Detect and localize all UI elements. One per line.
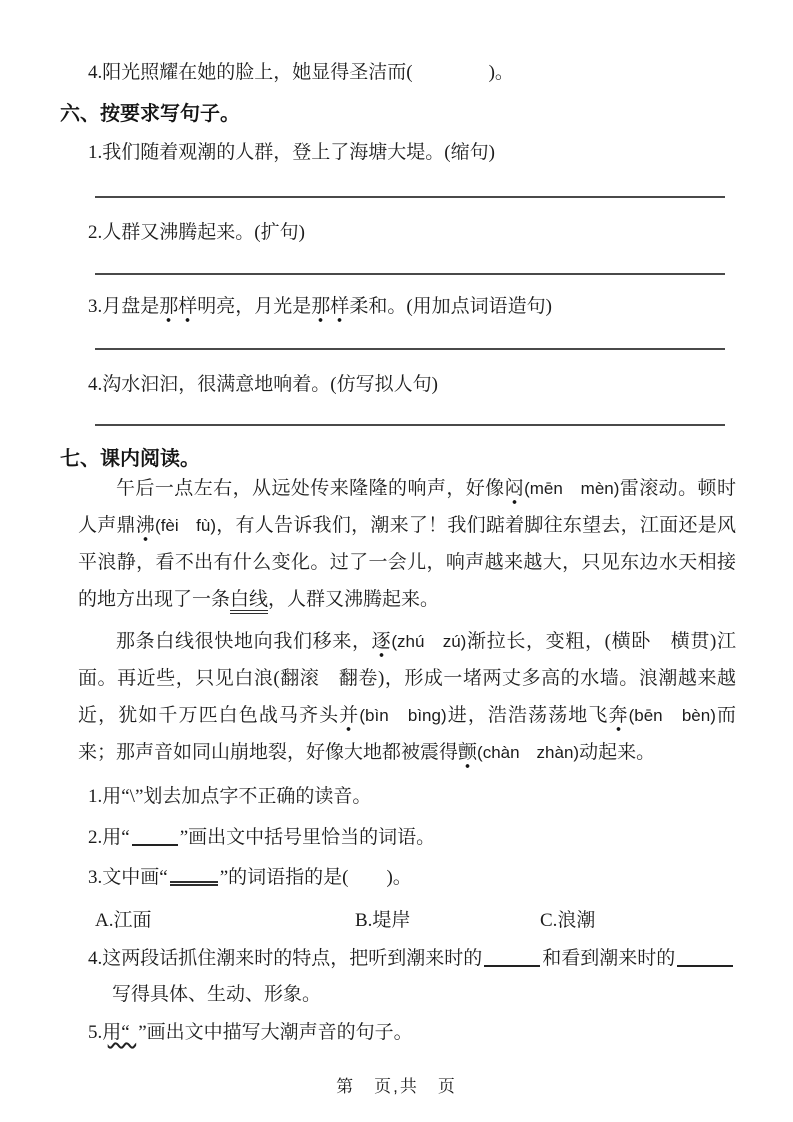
text-segment: ”画出文中括号里恰当的词语。	[179, 827, 436, 848]
reading-question-3	[88, 863, 740, 893]
text-segment: 4.沟水汩汩，很满意地响着。(仿写拟人句)	[88, 374, 438, 395]
text-segment: 1.我们随着观潮的人群，登上了海塘大堤。(缩句)	[88, 142, 495, 163]
text-segment: 渐拉长，变粗，(横卧 横贯)江面。再近些，只见白浪(翻滚 翻卷)，形成一堵两丈多高的水墙。浪潮越来越近，犹如千万匹白色战马齐头	[78, 631, 736, 726]
pinyin-annotation: (fèi fù)	[155, 516, 217, 535]
section-seven-title: 七、课内阅读。	[60, 448, 200, 470]
text-segment: 而来；那声音如同山崩地裂，好像大地都被震得	[78, 705, 736, 763]
dotted-char: 逐	[372, 631, 392, 658]
section-six-item-4	[88, 370, 438, 400]
text-segment: 5.用“	[88, 1022, 130, 1043]
fill-in-blank	[677, 953, 733, 967]
text-segment: 雷滚动。顿时人声鼎	[78, 478, 736, 536]
text-segment: 柔和。(用加点词语造句)	[349, 296, 552, 317]
text-segment: 动起来。	[579, 742, 656, 763]
option-a: A.江面	[95, 910, 152, 931]
text-segment: 那条白线很快地向我们移来，	[116, 631, 372, 652]
text-segment: 午后一点左右，从远处传来隆隆的响声，好像	[116, 478, 505, 499]
text-segment: ，有人告诉我们，潮来了！我们踮着脚往东望去，江面还是风平浪静，看不出有什么变化。过了一会儿，响声越来越大，只见东边水天相接的地方出现了一条	[78, 515, 736, 610]
passage-paragraph-2	[78, 623, 736, 771]
pinyin-annotation: (mēn mèn)	[524, 479, 620, 498]
text-segment: ，人群又沸腾起来。	[268, 589, 440, 610]
dotted-char: 奔	[609, 705, 629, 732]
text-segment: 和看到潮来时的	[542, 948, 676, 969]
pinyin-annotation: (zhú zú)	[391, 632, 467, 651]
reading-question-4	[88, 941, 740, 1013]
page-footer: 第 页,共 页	[336, 1077, 457, 1096]
text-segment: 4.这两段话抓住潮来时的特点，把听到潮来时的	[88, 948, 483, 969]
section-five-item-4: 4.阳光照耀在她的脸上，她显得圣洁而( )。	[88, 62, 514, 83]
text-segment: 进，浩浩荡荡地飞	[446, 705, 609, 726]
pinyin-annotation: (bìn bìng)	[359, 706, 447, 725]
answer-line	[95, 348, 725, 350]
passage-paragraph-1	[78, 470, 736, 618]
section-six-title: 六、按要求写句子。	[60, 103, 240, 125]
reading-question-2	[88, 823, 740, 853]
blank-underline-symbol	[132, 832, 178, 846]
question-3-options	[95, 905, 595, 932]
wavy-line-symbol	[132, 1021, 137, 1051]
answer-line	[95, 273, 725, 275]
text-segment: 3.文中画“	[88, 867, 168, 888]
text-segment: 3.月盘是	[88, 296, 160, 317]
option-c: C.浪潮	[540, 910, 596, 931]
dotted-word: 那样	[159, 296, 197, 323]
text-segment: 2.人群又沸腾起来。(扩句)	[88, 222, 305, 243]
text-segment: ”画出文中描写大潮声音的句子。	[138, 1022, 413, 1043]
text-segment: 明亮，月光是	[197, 296, 312, 317]
dotted-char: 沸	[136, 515, 155, 542]
option-b: B.堤岸	[355, 910, 411, 931]
text-segment: ”的词语指的是( )。	[219, 867, 412, 888]
reading-question-5	[88, 1018, 740, 1051]
pinyin-annotation: (chàn zhàn)	[477, 743, 580, 762]
text-segment: 写得具体、生动、形象。	[112, 984, 322, 1005]
answer-line	[95, 424, 725, 426]
dotted-char: 颤	[458, 742, 477, 769]
answer-line	[95, 196, 725, 198]
section-six-item-2	[88, 218, 305, 248]
dotted-word: 那样	[311, 296, 349, 323]
fill-in-blank	[484, 953, 540, 967]
text-segment: 1.用“\”划去加点字不正确的读音。	[88, 786, 372, 807]
pinyin-annotation: (bēn bèn)	[628, 706, 716, 725]
dotted-char: 闷	[505, 478, 524, 505]
double-underlined-term: 白线	[230, 589, 268, 614]
text-segment: 2.用“	[88, 827, 130, 848]
section-six-item-1	[88, 138, 495, 168]
section-six-item-3	[88, 292, 552, 322]
double-underline-symbol	[170, 872, 218, 886]
reading-passage	[78, 470, 736, 771]
reading-question-1	[88, 782, 740, 812]
dotted-char: 并	[339, 705, 359, 732]
